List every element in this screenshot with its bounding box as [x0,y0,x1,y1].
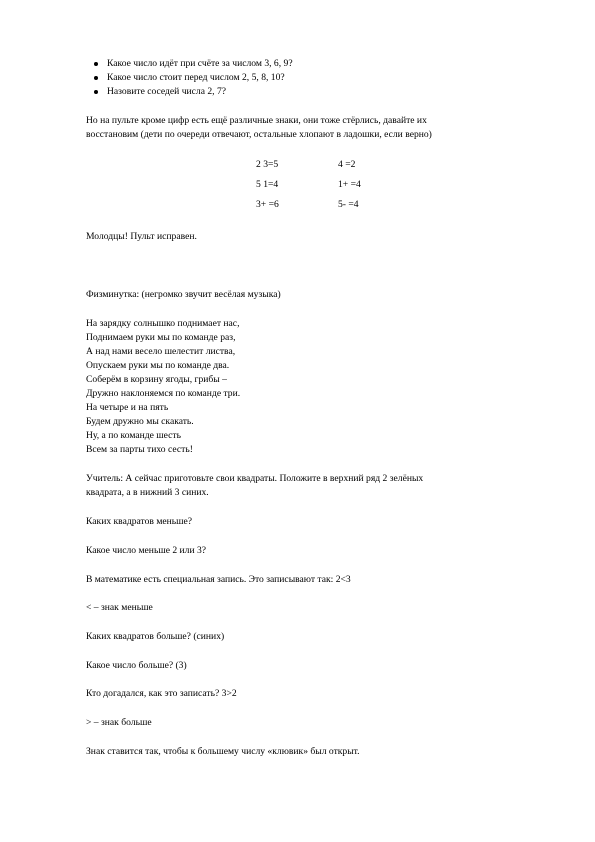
paragraph-line: восстановим (дети по очереди отвечают, остальные хлопают в ладошки, если верно) [86,129,432,140]
question-text: Каких квадратов больше? (синих) [86,631,225,642]
equation: 3+ =6 [256,199,279,210]
question-text: Какое число больше? (3) [86,660,187,671]
bullet-icon [94,90,98,94]
paragraph-line: квадрата, а в нижний 3 синих. [86,487,209,498]
poem-line: Будем дружно мы скакать. [86,416,194,427]
equation: 1+ =4 [338,179,361,190]
question-text: Какое число меньше 2 или 3? [86,545,207,556]
list-item-text: Назовите соседей числа 2, 7? [107,86,227,97]
praise-text: Молодцы! Пульт исправен. [86,231,197,242]
poem-line: Всем за парты тихо сесть! [86,444,193,455]
poem-line: На зарядку солнышко поднимает нас, [86,318,240,329]
question-text: Кто догадался, как это записать? 3>2 [86,688,237,699]
paragraph-line: Знак ставится так, чтобы к большему числу «клювик» был открыт. [86,746,360,757]
equation: 4 =2 [338,159,356,170]
poem-line: Опускаем руки мы по команде два. [86,360,230,371]
equation: 2 3=5 [256,159,279,170]
poem-line: Ну, а по команде шесть [86,430,181,441]
poem-line: А над нами весело шелестит листва, [86,346,236,357]
list-item [107,86,226,98]
paragraph-line: Но на пульте кроме цифр есть ещё различные знаки, они тоже стёрлись, давайте их [86,115,427,126]
poem-line: На четыре и на пять [86,402,169,413]
equation: 5 1=4 [256,179,279,190]
poem-line: Соберём в корзину ягоды, грибы – [86,374,227,385]
list-item-text: Какое число идёт при счёте за числом 3, 6, 9? [107,58,293,69]
list-item [107,58,293,70]
equation: 5- =4 [338,199,359,210]
list-item-text: Какое число стоит перед числом 2, 5, 8, 10? [107,72,285,83]
list-item [107,72,285,84]
section-title: Физминутка: (негромко звучит весёлая музыка) [86,289,281,300]
sign-definition: < – знак меньше [86,602,153,613]
poem-line: Дружно наклоняемся по команде три. [86,388,241,399]
poem-line: Поднимаем руки мы по команде раз, [86,332,236,343]
bullet-icon [94,76,98,80]
sign-definition: > – знак больше [86,717,152,728]
question-text: Каких квадратов меньше? [86,516,193,527]
bullet-icon [94,62,98,66]
paragraph-line: Учитель: А сейчас приготовьте свои квадраты. Положите в верхний ряд 2 зелёных [86,473,424,484]
paragraph-line: В математике есть специальная запись. Это записывают так: 2<3 [86,574,351,585]
